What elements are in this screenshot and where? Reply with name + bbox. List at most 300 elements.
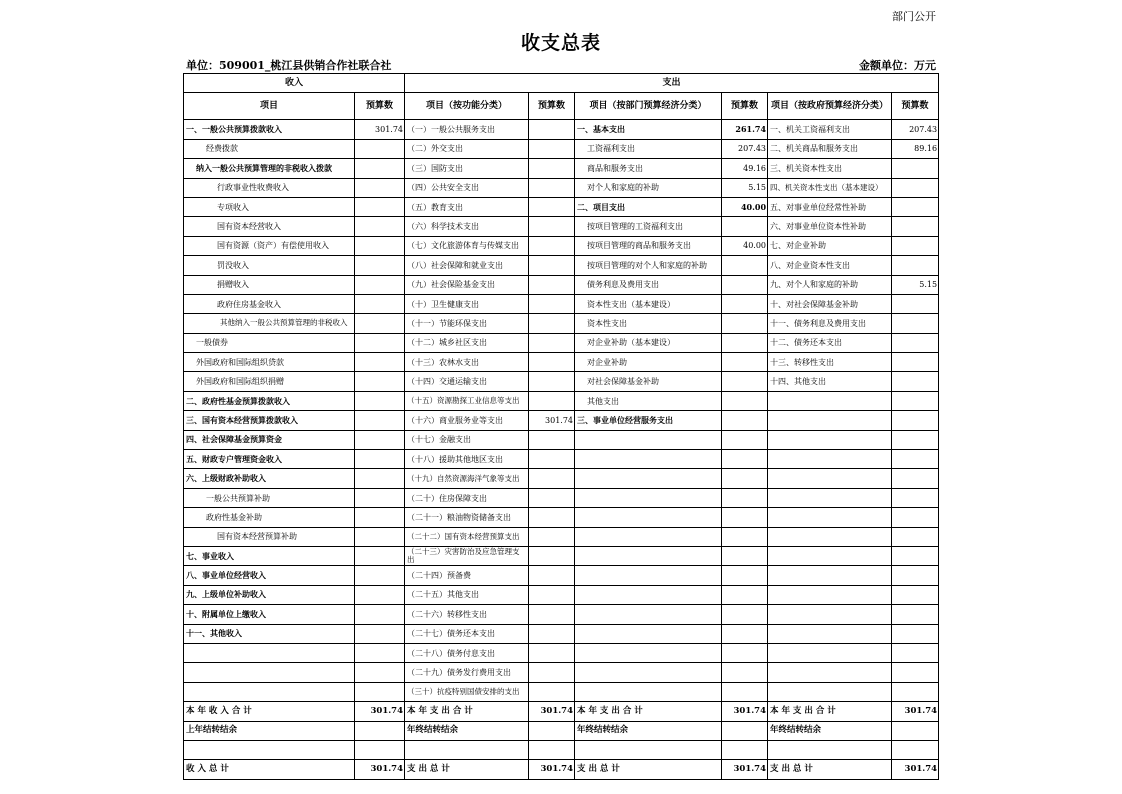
table-row xyxy=(184,508,939,527)
income-item: 其他纳入一般公共预算管理的非税收入 xyxy=(184,314,355,333)
header-row-top xyxy=(184,74,939,93)
gov-budget-value: 207.43 xyxy=(892,120,939,139)
gov-item xyxy=(768,488,892,507)
func-budget-value xyxy=(529,546,575,565)
gov-item xyxy=(768,643,892,662)
func-item: （十）卫生健康支出 xyxy=(405,294,529,313)
func-item: （十六）商业服务业等支出 xyxy=(405,411,529,430)
table-row xyxy=(184,197,939,216)
func-budget-value xyxy=(529,624,575,643)
gov-budget-value xyxy=(892,256,939,275)
income-item-header: 项目 xyxy=(184,93,355,120)
income-budget-value xyxy=(355,333,405,352)
dept-item: 其他支出 xyxy=(575,391,722,410)
dept-item: 对企业补助（基本建设） xyxy=(575,333,722,352)
dept-item: 三、事业单位经营服务支出 xyxy=(575,411,722,430)
income-header: 收入 xyxy=(184,74,405,93)
year-expense-total-label-func: 本 年 支 出 合 计 xyxy=(405,702,529,721)
table-row xyxy=(184,275,939,294)
func-item: （二十二）国有资本经营预算支出 xyxy=(405,527,529,546)
dept-budget-value xyxy=(722,527,768,546)
func-item: （二十）住房保障支出 xyxy=(405,488,529,507)
dept-item xyxy=(575,585,722,604)
dept-item: 工资福利支出 xyxy=(575,139,722,158)
income-budget-value xyxy=(355,663,405,682)
func-budget-value xyxy=(529,256,575,275)
dept-item xyxy=(575,663,722,682)
income-item: 五、财政专户管理资金收入 xyxy=(184,450,355,469)
grand-expense-total-value-gov: 301.74 xyxy=(892,760,939,780)
grand-total-row xyxy=(184,760,939,780)
dept-budget-value xyxy=(722,508,768,527)
table-row xyxy=(184,120,939,139)
func-budget-value xyxy=(529,353,575,372)
income-budget-value xyxy=(355,372,405,391)
func-budget-value xyxy=(529,217,575,236)
dept-item: 按项目管理的对个人和家庭的补助 xyxy=(575,256,722,275)
income-budget-value xyxy=(355,546,405,565)
gov-item xyxy=(768,624,892,643)
func-item: （六）科学技术支出 xyxy=(405,217,529,236)
func-budget-value xyxy=(529,372,575,391)
blank-cell xyxy=(184,740,355,759)
dept-item: 资本性支出（基本建设） xyxy=(575,294,722,313)
gov-item: 十四、其他支出 xyxy=(768,372,892,391)
income-budget-value xyxy=(355,430,405,449)
func-item: （二十八）债务付息支出 xyxy=(405,643,529,662)
gov-item: 十三、转移性支出 xyxy=(768,353,892,372)
gov-item: 四、机关资本性支出（基本建设） xyxy=(768,178,892,197)
income-item: 二、政府性基金预算拨款收入 xyxy=(184,391,355,410)
income-item: 一般债券 xyxy=(184,333,355,352)
dept-item xyxy=(575,527,722,546)
gov-budget-value xyxy=(892,391,939,410)
unit-label: 单位：509001_桃江县供销合作社联合社 xyxy=(186,59,392,72)
func-budget-value xyxy=(529,314,575,333)
gov-budget-value xyxy=(892,508,939,527)
func-item: （二）外交支出 xyxy=(405,139,529,158)
dept-budget-value xyxy=(722,411,768,430)
income-budget-value xyxy=(355,353,405,372)
income-item: 六、上级财政补助收入 xyxy=(184,469,355,488)
gov-budget-value xyxy=(892,469,939,488)
income-item: 国有资本经营收入 xyxy=(184,217,355,236)
func-item: （十八）援助其他地区支出 xyxy=(405,450,529,469)
gov-item: 二、机关商品和服务支出 xyxy=(768,139,892,158)
table-row xyxy=(184,682,939,701)
year-expense-total-label-gov: 本 年 支 出 合 计 xyxy=(768,702,892,721)
func-item: （七）文化旅游体育与传媒支出 xyxy=(405,236,529,255)
gov-item: 十、对社会保障基金补助 xyxy=(768,294,892,313)
income-budget-value xyxy=(355,314,405,333)
table-row xyxy=(184,353,939,372)
income-budget-value xyxy=(355,488,405,507)
table-row xyxy=(184,430,939,449)
dept-item xyxy=(575,469,722,488)
income-item xyxy=(184,663,355,682)
dept-budget-value: 261.74 xyxy=(722,120,768,139)
income-item: 国有资源（资产）有偿使用收入 xyxy=(184,236,355,255)
dept-budget-value xyxy=(722,643,768,662)
func-budget-value xyxy=(529,120,575,139)
blank-cell xyxy=(768,740,892,759)
gov-budget-value xyxy=(892,333,939,352)
gov-budget-value xyxy=(892,159,939,178)
gov-item xyxy=(768,508,892,527)
gov-budget-value xyxy=(892,682,939,701)
year-expense-total-value-gov: 301.74 xyxy=(892,702,939,721)
gov-item xyxy=(768,546,892,565)
table-row xyxy=(184,159,939,178)
dept-budget-header: 预算数 xyxy=(722,93,768,120)
table-row xyxy=(184,256,939,275)
func-item: （十四）交通运输支出 xyxy=(405,372,529,391)
table-row xyxy=(184,566,939,585)
income-budget-value xyxy=(355,508,405,527)
gov-budget-value xyxy=(892,566,939,585)
dept-budget-value xyxy=(722,372,768,391)
func-budget-value xyxy=(529,275,575,294)
gov-item: 十二、债务还本支出 xyxy=(768,333,892,352)
blank-cell xyxy=(405,740,529,759)
income-budget-value xyxy=(355,275,405,294)
table-row xyxy=(184,217,939,236)
gov-item: 九、对个人和家庭的补助 xyxy=(768,275,892,294)
table-row xyxy=(184,663,939,682)
dept-item xyxy=(575,546,722,565)
func-budget-value xyxy=(529,566,575,585)
income-budget-value xyxy=(355,605,405,624)
income-budget-value xyxy=(355,256,405,275)
dept-budget-value xyxy=(722,217,768,236)
grand-expense-total-label-gov: 支 出 总 计 xyxy=(768,760,892,780)
section-tag: 部门公开 xyxy=(892,10,936,23)
end-carryover-value-func xyxy=(529,721,575,740)
year-income-total-label: 本 年 收 入 合 计 xyxy=(184,702,355,721)
income-item: 七、事业收入 xyxy=(184,546,355,565)
blank-cell xyxy=(529,740,575,759)
dept-item-header: 项目（按部门预算经济分类） xyxy=(575,93,722,120)
table-row xyxy=(184,469,939,488)
dept-budget-value xyxy=(722,314,768,333)
income-budget-header: 预算数 xyxy=(355,93,405,120)
gov-item xyxy=(768,450,892,469)
dept-budget-value xyxy=(722,663,768,682)
gov-budget-value xyxy=(892,643,939,662)
dept-budget-value: 40.00 xyxy=(722,236,768,255)
income-budget-value xyxy=(355,391,405,410)
func-budget-value xyxy=(529,469,575,488)
year-income-total-value: 301.74 xyxy=(355,702,405,721)
func-item: （二十三）灾害防治及应急管理支出 xyxy=(405,546,529,565)
income-item: 外国政府和国际组织捐赠 xyxy=(184,372,355,391)
gov-budget-value xyxy=(892,353,939,372)
gov-item: 六、对事业单位资本性补助 xyxy=(768,217,892,236)
expense-header: 支出 xyxy=(405,74,939,93)
income-item: 九、上级单位补助收入 xyxy=(184,585,355,604)
prev-carryover-label: 上年结转结余 xyxy=(184,721,355,740)
table-row xyxy=(184,139,939,158)
dept-budget-value xyxy=(722,353,768,372)
func-item: （二十七）债务还本支出 xyxy=(405,624,529,643)
income-budget-value xyxy=(355,197,405,216)
dept-item xyxy=(575,488,722,507)
year-expense-total-value-dept: 301.74 xyxy=(722,702,768,721)
func-item: （一）一般公共服务支出 xyxy=(405,120,529,139)
income-budget-value xyxy=(355,585,405,604)
func-budget-value xyxy=(529,391,575,410)
func-budget-value xyxy=(529,139,575,158)
income-item: 三、国有资本经营预算拨款收入 xyxy=(184,411,355,430)
budget-summary-table xyxy=(183,73,939,780)
func-budget-value xyxy=(529,527,575,546)
income-item: 经费拨款 xyxy=(184,139,355,158)
func-budget-value xyxy=(529,508,575,527)
end-carryover-label-gov: 年终结转结余 xyxy=(768,721,892,740)
table-row xyxy=(184,294,939,313)
end-carryover-value-dept xyxy=(722,721,768,740)
gov-budget-value xyxy=(892,585,939,604)
table-body xyxy=(184,74,939,702)
gov-budget-value xyxy=(892,546,939,565)
table-row xyxy=(184,314,939,333)
func-item: （十九）自然资源海洋气象等支出 xyxy=(405,469,529,488)
grand-expense-total-value-dept: 301.74 xyxy=(722,760,768,780)
end-carryover-value-gov xyxy=(892,721,939,740)
func-item: （二十九）债务发行费用支出 xyxy=(405,663,529,682)
dept-item: 对个人和家庭的补助 xyxy=(575,178,722,197)
income-item: 外国政府和国际组织贷款 xyxy=(184,353,355,372)
func-item: （三）国防支出 xyxy=(405,159,529,178)
income-item: 行政事业性收费收入 xyxy=(184,178,355,197)
gov-budget-value xyxy=(892,605,939,624)
func-budget-value xyxy=(529,159,575,178)
year-expense-total-value-func: 301.74 xyxy=(529,702,575,721)
income-item: 政府性基金补助 xyxy=(184,508,355,527)
func-item: （二十四）预备费 xyxy=(405,566,529,585)
income-item: 专项收入 xyxy=(184,197,355,216)
func-budget-value xyxy=(529,450,575,469)
dept-item: 二、项目支出 xyxy=(575,197,722,216)
income-budget-value xyxy=(355,566,405,585)
dept-item: 对社会保障基金补助 xyxy=(575,372,722,391)
dept-budget-value: 40.00 xyxy=(722,197,768,216)
gov-budget-value xyxy=(892,450,939,469)
dept-item xyxy=(575,566,722,585)
blank-cell xyxy=(722,740,768,759)
table-row xyxy=(184,643,939,662)
func-item-header: 项目（按功能分类） xyxy=(405,93,529,120)
func-item: （二十六）转移性支出 xyxy=(405,605,529,624)
table-row xyxy=(184,372,939,391)
table-row xyxy=(184,585,939,604)
func-item: （十七）金融支出 xyxy=(405,430,529,449)
table-row xyxy=(184,391,939,410)
income-budget-value xyxy=(355,643,405,662)
gov-item xyxy=(768,585,892,604)
dept-item: 债务利息及费用支出 xyxy=(575,275,722,294)
dept-budget-value: 5.15 xyxy=(722,178,768,197)
gov-budget-value xyxy=(892,236,939,255)
income-item: 政府住房基金收入 xyxy=(184,294,355,313)
func-item: （十二）城乡社区支出 xyxy=(405,333,529,352)
dept-item xyxy=(575,643,722,662)
gov-item-header: 项目（按政府预算经济分类） xyxy=(768,93,892,120)
carryover-row xyxy=(184,721,939,740)
blank-cell xyxy=(355,740,405,759)
func-budget-value xyxy=(529,236,575,255)
gov-item: 五、对事业单位经常性补助 xyxy=(768,197,892,216)
dept-item xyxy=(575,682,722,701)
gov-item: 八、对企业资本性支出 xyxy=(768,256,892,275)
table-row xyxy=(184,236,939,255)
func-item: （十五）资源勘探工业信息等支出 xyxy=(405,391,529,410)
income-item: 一、一般公共预算拨款收入 xyxy=(184,120,355,139)
dept-budget-value: 207.43 xyxy=(722,139,768,158)
dept-budget-value: 49.16 xyxy=(722,159,768,178)
income-budget-value xyxy=(355,624,405,643)
dept-item xyxy=(575,450,722,469)
gov-budget-value xyxy=(892,527,939,546)
func-item: （四）公共安全支出 xyxy=(405,178,529,197)
prev-carryover-value xyxy=(355,721,405,740)
year-expense-total-label-dept: 本 年 支 出 合 计 xyxy=(575,702,722,721)
dept-budget-value xyxy=(722,585,768,604)
table-row xyxy=(184,546,939,565)
gov-item xyxy=(768,527,892,546)
func-budget-value xyxy=(529,605,575,624)
gov-item xyxy=(768,391,892,410)
dept-budget-value xyxy=(722,430,768,449)
income-item xyxy=(184,682,355,701)
year-total-row xyxy=(184,702,939,721)
func-budget-value xyxy=(529,430,575,449)
dept-budget-value xyxy=(722,566,768,585)
income-budget-value xyxy=(355,236,405,255)
income-item xyxy=(184,643,355,662)
gov-item xyxy=(768,682,892,701)
totals-body xyxy=(184,702,939,780)
page-title: 收支总表 xyxy=(520,32,601,54)
func-budget-value xyxy=(529,294,575,313)
income-item: 十、附属单位上缴收入 xyxy=(184,605,355,624)
table-row xyxy=(184,605,939,624)
gov-item: 三、机关资本性支出 xyxy=(768,159,892,178)
func-item: （五）教育支出 xyxy=(405,197,529,216)
gov-item xyxy=(768,430,892,449)
blank-cell xyxy=(892,740,939,759)
dept-budget-value xyxy=(722,624,768,643)
income-item: 四、社会保障基金预算资金 xyxy=(184,430,355,449)
grand-expense-total-label-func: 支 出 总 计 xyxy=(405,760,529,780)
blank-row xyxy=(184,740,939,759)
dept-item: 按项目管理的商品和服务支出 xyxy=(575,236,722,255)
end-carryover-label-func: 年终结转结余 xyxy=(405,721,529,740)
income-item: 八、事业单位经营收入 xyxy=(184,566,355,585)
income-item: 十一、其他收入 xyxy=(184,624,355,643)
income-item: 一般公共预算补助 xyxy=(184,488,355,507)
gov-item xyxy=(768,605,892,624)
income-budget-value: 301.74 xyxy=(355,120,405,139)
func-budget-value: 301.74 xyxy=(529,411,575,430)
dept-budget-value xyxy=(722,469,768,488)
func-budget-value xyxy=(529,585,575,604)
income-budget-value xyxy=(355,139,405,158)
grand-expense-total-value-func: 301.74 xyxy=(529,760,575,780)
gov-budget-value: 89.16 xyxy=(892,139,939,158)
gov-item xyxy=(768,469,892,488)
gov-budget-value xyxy=(892,430,939,449)
func-budget-value xyxy=(529,488,575,507)
func-budget-value xyxy=(529,663,575,682)
table-row xyxy=(184,624,939,643)
func-item: （九）社会保险基金支出 xyxy=(405,275,529,294)
gov-item xyxy=(768,566,892,585)
table-row xyxy=(184,527,939,546)
gov-item xyxy=(768,663,892,682)
income-budget-value xyxy=(355,450,405,469)
func-budget-header: 预算数 xyxy=(529,93,575,120)
income-item: 捐赠收入 xyxy=(184,275,355,294)
gov-item: 七、对企业补助 xyxy=(768,236,892,255)
income-item: 罚没收入 xyxy=(184,256,355,275)
gov-budget-value xyxy=(892,488,939,507)
func-budget-value xyxy=(529,682,575,701)
gov-item xyxy=(768,411,892,430)
func-item: （二十五）其他支出 xyxy=(405,585,529,604)
func-item: （三十）抗疫特别国债安排的支出 xyxy=(405,682,529,701)
gov-budget-value xyxy=(892,411,939,430)
dept-item: 按项目管理的工资福利支出 xyxy=(575,217,722,236)
func-item: （十一）节能环保支出 xyxy=(405,314,529,333)
grand-income-total-label: 收 入 总 计 xyxy=(184,760,355,780)
dept-budget-value xyxy=(722,682,768,701)
table-row xyxy=(184,488,939,507)
gov-budget-value xyxy=(892,178,939,197)
dept-item xyxy=(575,624,722,643)
gov-budget-value: 5.15 xyxy=(892,275,939,294)
money-unit-label: 金额单位：万元 xyxy=(859,59,936,72)
income-item: 国有资本经营预算补助 xyxy=(184,527,355,546)
gov-budget-header: 预算数 xyxy=(892,93,939,120)
func-budget-value xyxy=(529,333,575,352)
dept-budget-value xyxy=(722,256,768,275)
dept-budget-value xyxy=(722,605,768,624)
dept-item xyxy=(575,508,722,527)
dept-budget-value xyxy=(722,294,768,313)
gov-budget-value xyxy=(892,314,939,333)
gov-budget-value xyxy=(892,663,939,682)
grand-income-total-value: 301.74 xyxy=(355,760,405,780)
func-budget-value xyxy=(529,643,575,662)
income-budget-value xyxy=(355,217,405,236)
income-budget-value xyxy=(355,527,405,546)
dept-budget-value xyxy=(722,275,768,294)
gov-item: 十一、债务利息及费用支出 xyxy=(768,314,892,333)
dept-item xyxy=(575,605,722,624)
table-row xyxy=(184,411,939,430)
income-budget-value xyxy=(355,178,405,197)
gov-budget-value xyxy=(892,294,939,313)
header-row-columns xyxy=(184,93,939,120)
func-budget-value xyxy=(529,197,575,216)
income-budget-value xyxy=(355,682,405,701)
dept-item xyxy=(575,430,722,449)
income-budget-value xyxy=(355,294,405,313)
dept-budget-value xyxy=(722,333,768,352)
income-item: 纳入一般公共预算管理的非税收入拨款 xyxy=(184,159,355,178)
gov-budget-value xyxy=(892,624,939,643)
